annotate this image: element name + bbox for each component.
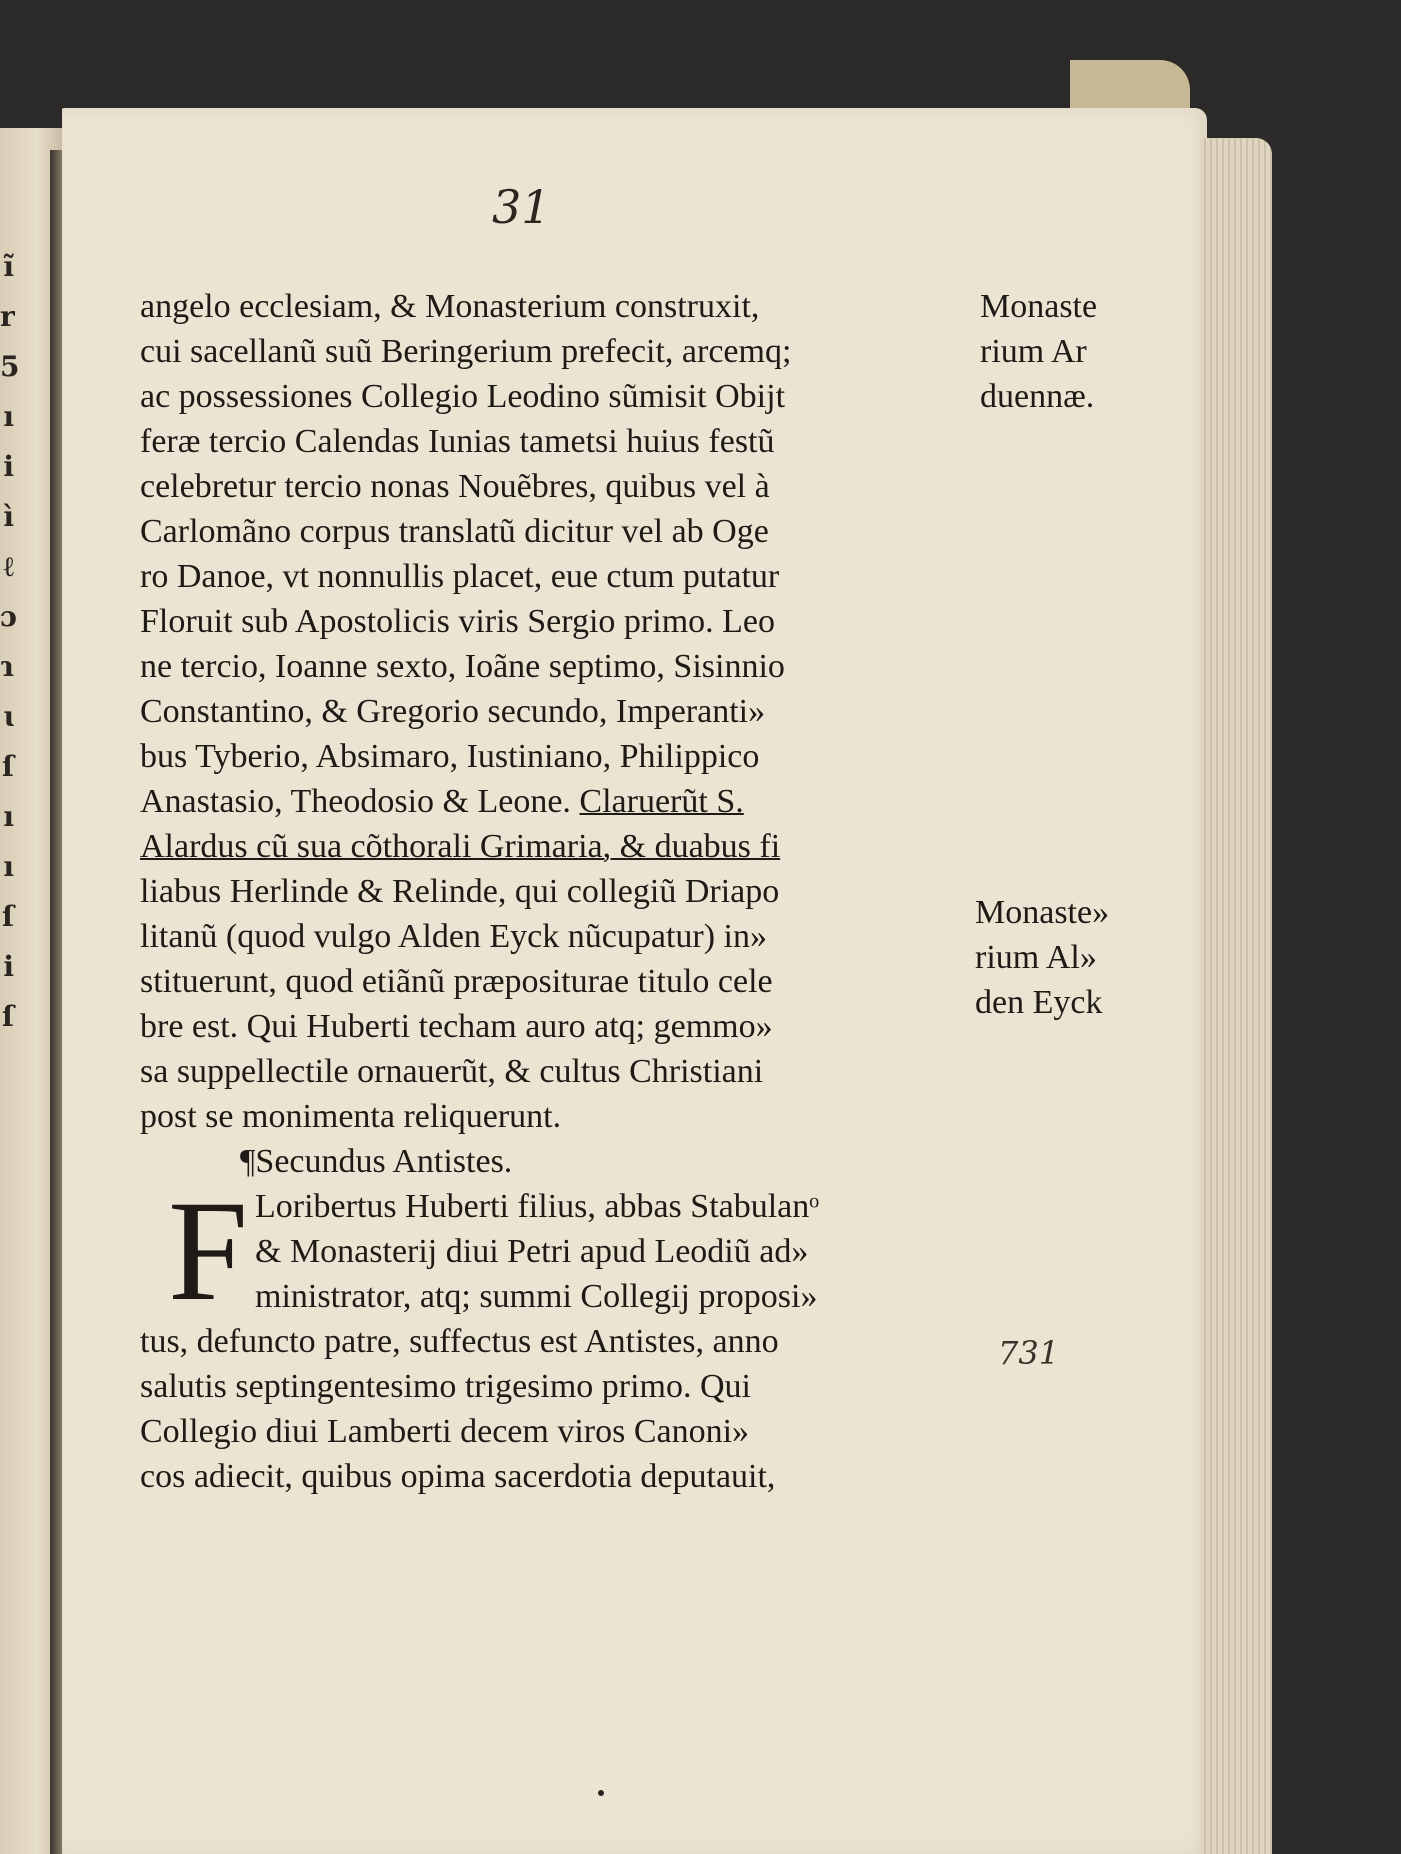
text-line: cos adiecit, quibus opima sacerdotia deputauit,	[140, 1458, 776, 1495]
text-line: Constantino, & Gregorio secundo, Imperanti»	[140, 693, 766, 730]
text-line: tus, defuncto patre, suffectus est Antistes, anno	[140, 1323, 779, 1360]
text-line: ro Danoe, vt nonnullis placet, eue ctum putatur	[140, 558, 780, 595]
initial-text-line: & Monasterij diui Petri apud Leodiũ ad»	[255, 1233, 809, 1270]
folio-number: 31	[492, 180, 551, 234]
left-margin-glyph: ℓ	[3, 550, 14, 583]
text-line: Floruit sub Apostolicis viris Sergio primo. Leo	[140, 603, 775, 640]
section-heading	[140, 1139, 990, 1184]
margin-note-line: Monaste	[980, 288, 1098, 325]
initial-lines	[140, 1184, 990, 1319]
initial-paragraph	[140, 1172, 990, 1331]
margin-note-line: duennæ.	[980, 378, 1095, 415]
left-margin-glyph: r	[0, 300, 15, 333]
handwritten-year-annotation: 731	[998, 1334, 1060, 1372]
closing-paragraph	[140, 1319, 990, 1499]
text-line: stituerunt, quod etiãnũ præpositurae titulo cele	[140, 963, 773, 1000]
text-line: Carlomãno corpus translatũ dicitur vel ab Oge	[140, 513, 769, 550]
text-line: Alardus cũ sua cõthorali Grimaria, & duabus fi	[140, 828, 781, 865]
left-margin-glyph: ı	[3, 400, 14, 433]
text-line: feræ tercio Calendas Iunias tametsi huius festũ	[140, 423, 775, 460]
text-line: salutis septingentesimo trigesimo primo. Qui	[140, 1368, 752, 1405]
left-margin-glyph: 5	[0, 350, 20, 383]
margin-note-line: rium Al»	[975, 939, 1097, 976]
left-margin-glyph: ſ	[1, 900, 14, 933]
text-line: post se monimenta reliquerunt.	[140, 1098, 562, 1135]
text-line: Collegio diui Lamberti decem viros Canoni»	[140, 1413, 750, 1450]
text-line: ne tercio, Ioanne sexto, Ioãne septimo, Sisinnio	[140, 648, 785, 685]
text-line: ac possessiones Collegio Leodino sũmisit Obijt	[140, 378, 786, 415]
margin-note-line: den Eyck	[975, 984, 1103, 1021]
left-margin-glyph: ɿ	[0, 650, 14, 683]
underlined-text: Claruerũt S.	[579, 783, 744, 820]
text-line: liabus Herlinde & Relinde, qui collegiũ Driapo	[140, 873, 780, 910]
left-margin-glyph: i	[3, 950, 14, 983]
section-heading-text: ¶Secundus Antistes.	[240, 1143, 513, 1180]
text-line: angelo ecclesiam, & Monasterium construxit,	[140, 288, 760, 325]
margin-note-line: Monaste»	[975, 894, 1110, 931]
ink-dot	[598, 1790, 604, 1796]
text-line: bre est. Qui Huberti techam auro atq; gemmo»	[140, 1008, 773, 1045]
left-margin-glyph: ſ	[1, 750, 14, 783]
text-line: cui sacellanũ suũ Beringerium prefecit, arcemq;	[140, 333, 792, 370]
page-edges-stack	[1200, 138, 1272, 1854]
text-line: litanũ (quod vulgo Alden Eyck nũcupatur) in»	[140, 918, 767, 955]
initial-text-line: Loribertus Huberti filius, abbas Stabulanᵒ	[255, 1188, 820, 1225]
left-margin-glyph: ı	[3, 800, 14, 833]
text-line-segment: Anastasio, Theodosio & Leone.	[140, 783, 571, 820]
text-line: sa suppellectile ornauerũt, & cultus Christiani	[140, 1053, 764, 1090]
main-text-block	[140, 284, 990, 1499]
main-paragraph	[140, 284, 990, 1139]
left-margin-glyph: ì	[3, 500, 14, 533]
margin-note-line: rium Ar	[980, 333, 1087, 370]
text-line: bus Tyberio, Absimaro, Iustiniano, Philippico	[140, 738, 760, 775]
left-margin-glyph: i	[3, 450, 14, 483]
margin-note-monastery-alden-eyck	[975, 890, 1109, 1025]
left-margin-glyph: ĩ	[3, 250, 14, 283]
text-line: celebretur tercio nonas Nouẽbres, quibus vel à	[140, 468, 770, 505]
margin-note-monastery-arduenna	[980, 284, 1097, 419]
drop-cap-initial: F	[168, 1172, 249, 1331]
left-margin-glyph: ı	[3, 850, 14, 883]
left-margin-glyph: ɔ	[0, 600, 18, 633]
left-margin-glyph: ſ	[1, 1000, 14, 1033]
text-line	[140, 779, 990, 824]
left-margin-glyph: ɩ	[3, 700, 14, 733]
initial-text-line: ministrator, atq; summi Collegij proposi»	[255, 1278, 818, 1315]
